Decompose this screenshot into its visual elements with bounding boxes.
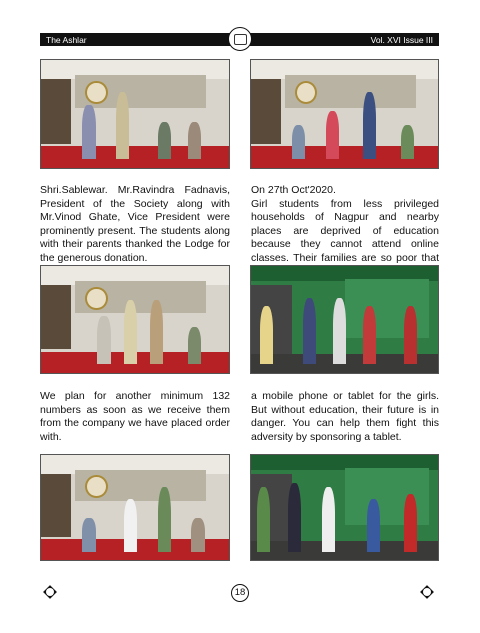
paragraph-text: Girl students from less privileged households of Nagpur and nearby places are deprived of education because they cannot attend online classes. Their families are so poor that: [251, 197, 439, 264]
paragraph-text: We plan for another minimum 132 numbers as soon as we receive them from the company we have placed order with.: [40, 390, 230, 443]
date-line: On 27th Oct'2020.: [251, 184, 336, 196]
photo-home-donation-1: [250, 265, 439, 374]
photo-stage-donation-4: [40, 454, 230, 561]
paragraph-text: a mobile phone or tablet for the girls. But without education, their future is in danger. You can help them fight this adversity by sponsoring a tablet.: [251, 390, 439, 443]
photo-home-donation-2: [250, 454, 439, 561]
issue-label: Vol. XVI Issue III: [370, 34, 433, 45]
masonic-square-compass-icon: [41, 583, 59, 601]
magazine-title: The Ashlar: [46, 34, 87, 45]
paragraph-left-2: [40, 390, 230, 444]
photo-stage-donation-2: [250, 59, 439, 169]
lodge-emblem-icon: [228, 27, 252, 51]
page-number: 18: [231, 584, 249, 602]
lodge-seal-icon: [418, 583, 436, 601]
paragraph-left-1: [40, 184, 230, 265]
paragraph-text: Shri.Sablewar. Mr.Ravindra Fadnavis, President of the Society along with Mr.Vinod Ghate, Vice President were prominently present. The students along with their parents thanked the Lodge for the generous donation.: [40, 184, 230, 264]
photo-stage-donation-3: [40, 265, 230, 374]
paragraph-right-2: [251, 390, 439, 444]
photo-stage-donation-1: [40, 59, 230, 169]
